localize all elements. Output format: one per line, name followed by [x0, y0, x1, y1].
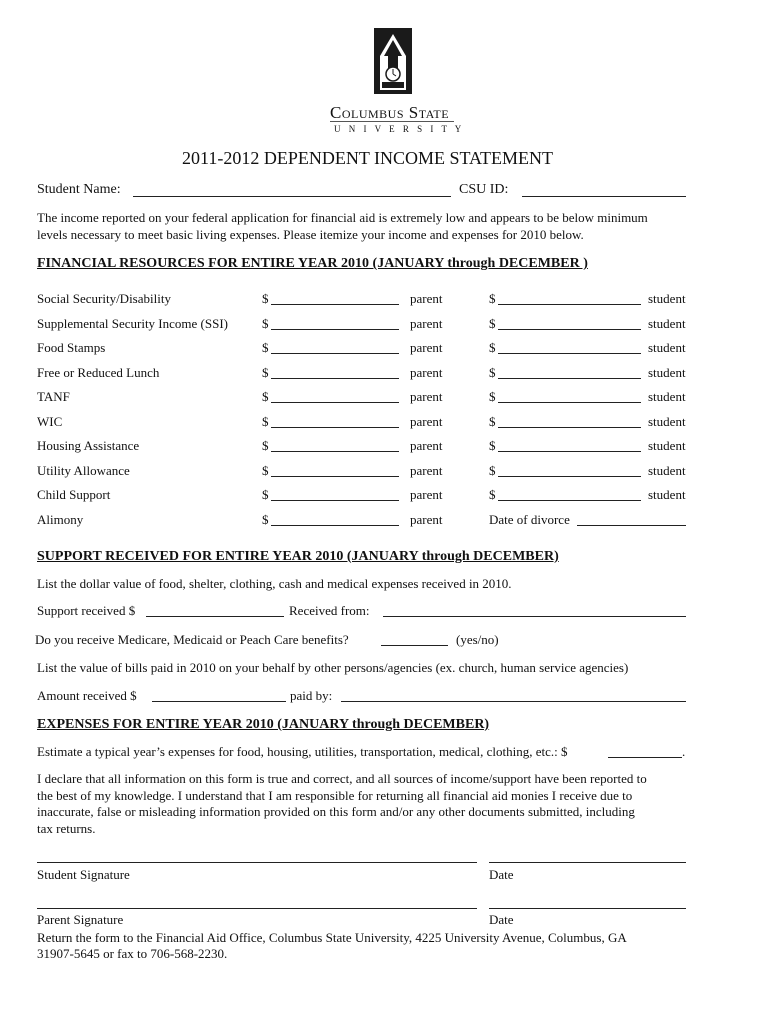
parent-amount-field[interactable] [271, 427, 399, 428]
alimony-amount-field[interactable] [271, 525, 399, 526]
parent-amount-field[interactable] [271, 451, 399, 452]
university-subtitle: U N I V E R S I T Y [334, 124, 465, 134]
parent-amount-field[interactable] [271, 500, 399, 501]
dollar-sign: $ [489, 291, 496, 306]
dollar-sign: $ [262, 463, 269, 478]
expenses-heading: EXPENSES FOR ENTIRE YEAR 2010 (JANUARY through DECEMBER) [37, 717, 490, 732]
parent-amount-field[interactable] [271, 353, 399, 354]
resource-label: Supplemental Security Income (SSI) [37, 316, 228, 331]
paid-by-label: paid by: [290, 688, 333, 703]
parent-date-label: Date [489, 912, 514, 927]
resource-label: TANF [37, 389, 70, 404]
student-signature-field[interactable] [37, 862, 477, 863]
student-amount-field[interactable] [498, 451, 641, 452]
dollar-sign: $ [489, 463, 496, 478]
student-amount-field[interactable] [498, 329, 641, 330]
student-label: student [648, 316, 686, 331]
dollar-sign: $ [262, 512, 269, 527]
dollar-sign: $ [262, 414, 269, 429]
return-instructions-line-2: 31907-5645 or fax to 706-568-2230. [37, 946, 228, 961]
expenses-estimate-text: Estimate a typical year’s expenses for food, housing, utilities, transportation, medical, clothing, etc.: $ [37, 744, 568, 759]
parent-label: parent [410, 414, 443, 429]
bills-instruction: List the value of bills paid in 2010 on your behalf by other persons/agencies (ex. church, human service agencies) [37, 660, 629, 675]
declaration-line-2: the best of my knowledge. I understand that I am responsible for returning all financial aid monies I receive due to [37, 788, 633, 803]
student-label: student [648, 389, 686, 404]
dollar-sign: $ [262, 291, 269, 306]
student-name-label: Student Name: [37, 182, 121, 197]
dollar-sign: $ [262, 340, 269, 355]
expenses-estimate-field[interactable] [608, 757, 682, 758]
parent-label: parent [410, 438, 443, 453]
student-label: student [648, 291, 686, 306]
support-received-label: Support received $ [37, 603, 136, 618]
parent-date-field[interactable] [489, 908, 686, 909]
parent-signature-label: Parent Signature [37, 912, 124, 927]
student-amount-field[interactable] [498, 378, 641, 379]
dollar-sign: $ [262, 438, 269, 453]
dollar-sign: $ [489, 438, 496, 453]
parent-label: parent [410, 512, 443, 527]
student-label: student [648, 414, 686, 429]
amount-received-field[interactable] [152, 701, 286, 702]
student-amount-field[interactable] [498, 476, 641, 477]
parent-amount-field[interactable] [271, 304, 399, 305]
declaration-line-1: I declare that all information on this form is true and correct, and all sources of income/support have been reported to [37, 771, 647, 786]
received-from-label: Received from: [289, 603, 370, 618]
dollar-sign: $ [262, 365, 269, 380]
amount-received-label: Amount received $ [37, 688, 137, 703]
student-label: student [648, 340, 686, 355]
csu-id-label: CSU ID: [459, 182, 509, 197]
university-logo [370, 26, 416, 96]
parent-amount-field[interactable] [271, 378, 399, 379]
dollar-sign: $ [489, 414, 496, 429]
student-label: student [648, 365, 686, 380]
resource-label: Housing Assistance [37, 438, 140, 453]
resource-label: Utility Allowance [37, 463, 130, 478]
financial-resources-heading: FINANCIAL RESOURCES FOR ENTIRE YEAR 2010 (JANUARY through DECEMBER ) [37, 256, 588, 271]
medicare-question: Do you receive Medicare, Medicaid or Peach Care benefits? [35, 632, 349, 647]
dollar-sign: $ [262, 389, 269, 404]
parent-label: parent [410, 463, 443, 478]
support-received-heading: SUPPORT RECEIVED FOR ENTIRE YEAR 2010 (JANUARY through DECEMBER) [37, 549, 559, 564]
medicare-answer-field[interactable] [381, 645, 448, 646]
resource-label: Social Security/Disability [37, 291, 171, 306]
dollar-sign: $ [489, 389, 496, 404]
intro-line-2: levels necessary to meet basic living expenses. Please itemize your income and expenses for 2010 below. [37, 227, 584, 242]
expenses-estimate-end: . [682, 744, 686, 759]
dollar-sign: $ [489, 487, 496, 502]
student-amount-field[interactable] [498, 427, 641, 428]
yes-no-hint: (yes/no) [456, 632, 499, 647]
divorce-date-label: Date of divorce [489, 512, 570, 527]
university-name: Columbus State [330, 103, 450, 122]
parent-label: parent [410, 365, 443, 380]
support-instruction: List the dollar value of food, shelter, clothing, cash and medical expenses received in 2010. [37, 576, 512, 591]
parent-amount-field[interactable] [271, 402, 399, 403]
intro-line-1: The income reported on your federal application for financial aid is extremely low and appears to be below minimum [37, 210, 648, 225]
student-signature-label: Student Signature [37, 867, 130, 882]
parent-label: parent [410, 340, 443, 355]
parent-amount-field[interactable] [271, 329, 399, 330]
student-amount-field[interactable] [498, 402, 641, 403]
return-instructions-line-1: Return the form to the Financial Aid Office, Columbus State University, 4225 University Avenue, Columbus, GA [37, 930, 627, 945]
declaration-line-4: tax returns. [37, 821, 96, 836]
dollar-sign: $ [262, 487, 269, 502]
parent-label: parent [410, 389, 443, 404]
received-from-field[interactable] [383, 616, 686, 617]
student-label: student [648, 438, 686, 453]
paid-by-field[interactable] [341, 701, 686, 702]
parent-label: parent [410, 291, 443, 306]
parent-label: parent [410, 316, 443, 331]
parent-signature-field[interactable] [37, 908, 477, 909]
resource-label: Food Stamps [37, 340, 106, 355]
csu-id-field[interactable] [522, 196, 686, 197]
logo-divider [330, 121, 454, 122]
dollar-sign: $ [489, 340, 496, 355]
resource-label: Child Support [37, 487, 111, 502]
support-received-field[interactable] [146, 616, 284, 617]
student-amount-field[interactable] [498, 353, 641, 354]
parent-amount-field[interactable] [271, 476, 399, 477]
student-date-field[interactable] [489, 862, 686, 863]
resource-label: WIC [37, 414, 63, 429]
dollar-sign: $ [489, 365, 496, 380]
student-date-label: Date [489, 867, 514, 882]
alimony-label: Alimony [37, 512, 84, 527]
divorce-date-field[interactable] [577, 525, 686, 526]
student-label: student [648, 463, 686, 478]
dollar-sign: $ [489, 316, 496, 331]
student-amount-field[interactable] [498, 500, 641, 501]
student-label: student [648, 487, 686, 502]
form-title: 2011-2012 DEPENDENT INCOME STATEMENT [182, 148, 554, 168]
student-name-field[interactable] [133, 196, 451, 197]
resource-label: Free or Reduced Lunch [37, 365, 160, 380]
student-amount-field[interactable] [498, 304, 641, 305]
parent-label: parent [410, 487, 443, 502]
dollar-sign: $ [262, 316, 269, 331]
declaration-line-3: inaccurate, false or misleading information provided on this form and/or any other documents submitted, including [37, 804, 635, 819]
